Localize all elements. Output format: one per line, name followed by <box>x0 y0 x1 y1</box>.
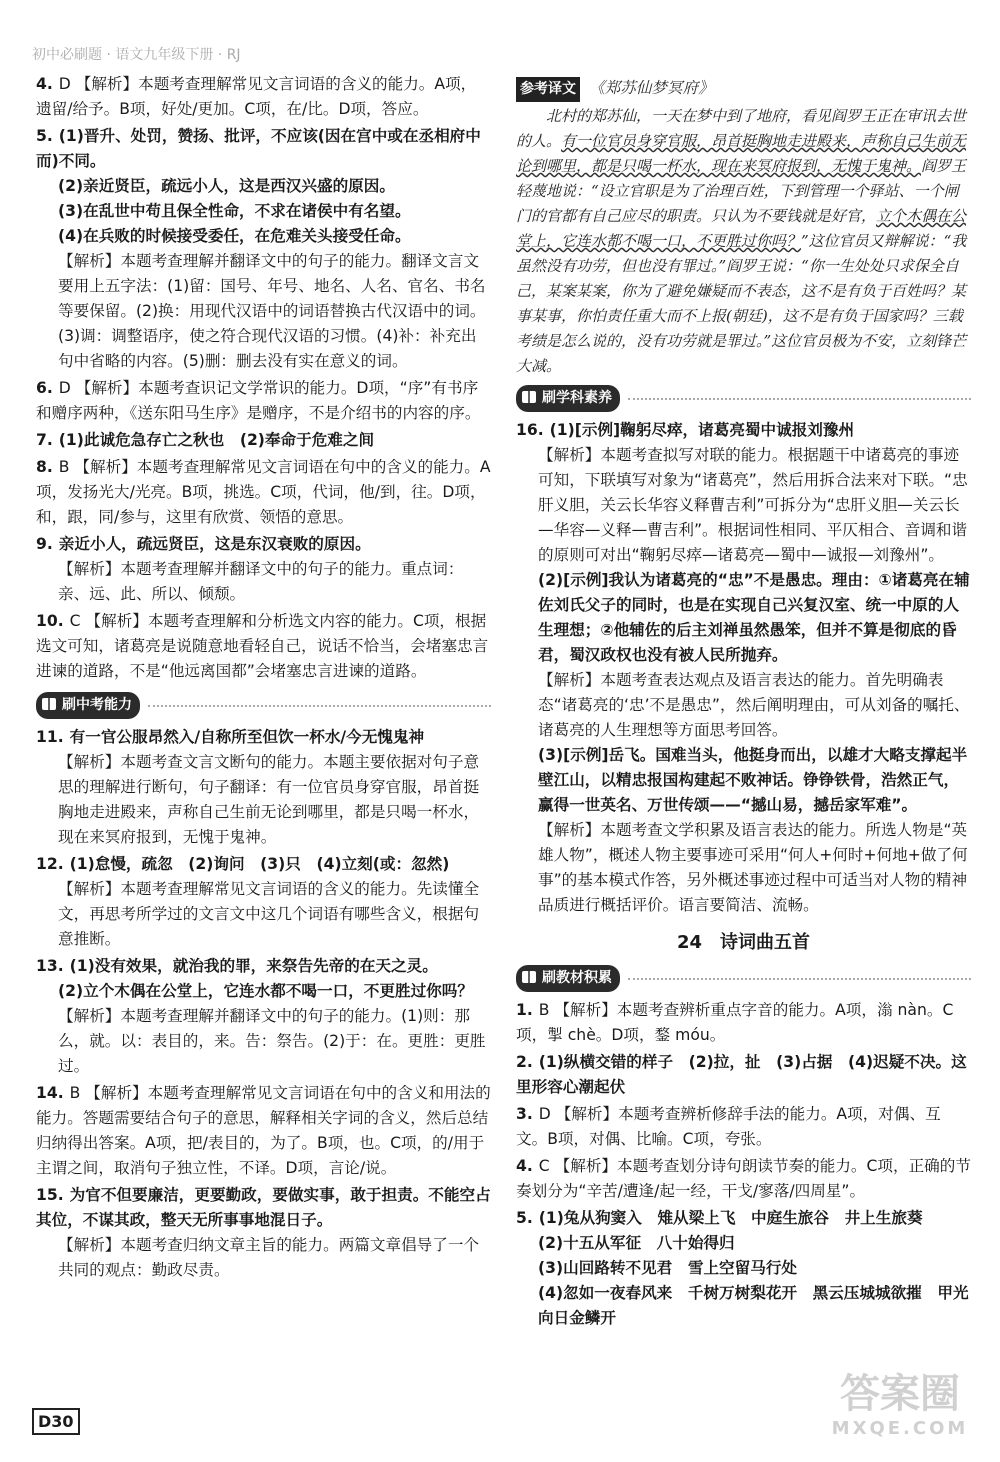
item-number: 9. <box>36 535 53 553</box>
right-answer-list <box>516 418 971 918</box>
section-title: 24 诗词曲五首 <box>676 932 811 953</box>
answer-item <box>36 1183 491 1283</box>
line-text: (1)兔从狗窦入 雉从梁上飞 中庭生旅谷 井上生旅葵 <box>538 1209 923 1227</box>
badge-label: 刷学科素养 <box>542 390 612 406</box>
line-text: (1)怠慢，疏忽 (2)询问 (3)只 (4)立刻(或：忽然) <box>69 855 450 873</box>
watermark-main: 答案圈 <box>840 1371 960 1417</box>
item-number: 16. <box>516 421 544 439</box>
item-number: 5. <box>516 1209 533 1227</box>
line-text: (2)十五从军征 八十始得归 <box>538 1234 735 1252</box>
line-text: (3)在乱世中苟且保全性命，不求在诸侯中有名望。 <box>58 202 411 220</box>
translation-text <box>516 104 971 379</box>
line-text: 【解析】本题考查表达观点及语言表达的能力。首先明确表态“诸葛亮的‘忠’不是愚忠”，然后阐明理由，可从刘备的嘱托、诸葛亮的人生理想等方面思考回答。 <box>538 671 970 739</box>
reference-tag: 参考译文 <box>516 77 580 102</box>
line-text: (3)[示例]岳飞。国难当头，他挺身而出，以雄才大略支撑起半壁江山，以精忠报国构建起不败神话。铮铮铁骨，浩然正气，赢得一世英名、万世传颂——“撼山易，撼岳家军难”。 <box>538 746 968 814</box>
answer-item <box>516 1206 971 1331</box>
item-number: 7. <box>36 431 53 449</box>
line-text: C 【解析】本题考查划分诗句朗读节奏的能力。C项，正确的节奏划分为“辛苦/遭逢/起一经，干戈/寥落/四周星”。 <box>516 1157 971 1200</box>
line-text: B 【解析】本题考查理解常见文言词语在句中的含义和用法的能力。答题需要结合句子的意思，解释相关字词的含义，然后总结归纳得出答案。A项，把/表目的，为了。B项，也。C项，的/用于主谓之间，取消句子独立性，不译。D项，言论/说。 <box>36 1084 491 1177</box>
explanation-line <box>36 1004 491 1079</box>
explanation-line <box>516 998 971 1048</box>
line-text: (2)[示例]我认为诸葛亮的“忠”不是愚忠。理由：①诸葛亮在辅佐刘氏父子的同时，也是在实现自己兴复汉室、统一中原的人生理想；②他辅佐的后主刘禅虽然愚笨，但并不算是彻底的昏君，蜀汉政权也没有被人民所抛弃。 <box>538 571 970 664</box>
divider <box>628 978 971 980</box>
explanation-line <box>36 455 491 530</box>
explanation-line <box>516 1102 971 1152</box>
answer-item <box>516 998 971 1048</box>
answer-line <box>516 1256 971 1281</box>
line-text: 【解析】本题考查理解常见文言词语的含义的能力。先读懂全文，再思考所学过的文言文中这几个词语有哪些含义，根据句意推断。 <box>58 880 480 948</box>
answer-line <box>36 725 491 750</box>
page-number: D30 <box>32 1408 80 1435</box>
explanation-line <box>516 1154 971 1204</box>
badge-textbook <box>516 965 620 992</box>
item-number: 12. <box>36 855 64 873</box>
answer-item <box>516 1050 971 1100</box>
answer-item <box>36 1081 491 1181</box>
line-text: (1)[示例]鞠躬尽瘁，诸葛亮蜀中诚报刘豫州 <box>549 421 855 439</box>
line-text: (1)晋升、处罚，赞扬、批评，不应该(因在宫中或在丞相府中而)不同。 <box>36 127 481 170</box>
answer-item <box>36 954 491 1079</box>
badge-label: 刷教材积累 <box>542 970 612 986</box>
badge-exam-ability <box>36 692 140 719</box>
answer-item <box>516 418 971 918</box>
line-text: (2)亲近贤臣，疏远小人，这是西汉兴盛的原因。 <box>58 177 395 195</box>
line-text: D 【解析】本题考查理解常见文言词语的含义的能力。A项，遗留/给予。B项，好处/更加。C项，在/比。D项，答应。 <box>36 75 477 118</box>
answer-item <box>36 72 491 122</box>
book-icon <box>520 968 538 986</box>
item-number: 8. <box>36 458 53 476</box>
line-text: 【解析】本题考查文学积累及语言表达的能力。所选人物是“英雄人物”，概述人物主要事迹可采用“何人+何时+何地+做了何事”的基本模式作答，另外概述事迹过程中可适当对人物的精神品质进行概括评价。语言要简洁、流畅。 <box>538 821 968 914</box>
left-column <box>36 72 491 1285</box>
line-text: 【解析】本题考查归纳文章主旨的能力。两篇文章倡导了一个共同的观点：勤政尽责。 <box>58 1236 480 1279</box>
answer-item <box>36 725 491 850</box>
item-number: 1. <box>516 1001 533 1019</box>
line-text: D 【解析】本题考查辨析修辞手法的能力。A项，对偶、互文。B项，对偶、比喻。C项，夸张。 <box>516 1105 941 1148</box>
answer-line <box>516 1281 971 1331</box>
item-number: 4. <box>36 75 53 93</box>
explanation-line <box>36 249 491 374</box>
explanation-line <box>516 443 971 568</box>
item-number: 4. <box>516 1157 533 1175</box>
explanation-line <box>36 72 491 122</box>
answer-line <box>516 568 971 668</box>
translation-segment: 北村的郑苏仙，一天在梦中到了地府，看见阎罗王正在审讯去世的人。 <box>516 107 967 150</box>
answer-item <box>36 428 491 453</box>
answer-item <box>36 124 491 374</box>
answer-line <box>516 418 971 443</box>
answer-line <box>516 1206 971 1231</box>
explanation-line <box>36 750 491 850</box>
watermark-sub: MXQE.COM <box>831 1418 969 1439</box>
reference-title: 《郑苏仙梦冥府》 <box>588 79 714 97</box>
explanation-line <box>36 1081 491 1181</box>
answer-line <box>36 954 491 979</box>
line-text: (3)山回路转不见君 雪上空留马行处 <box>538 1259 798 1277</box>
answer-line <box>36 1183 491 1233</box>
left-answer-list-2 <box>36 725 491 1283</box>
answer-item <box>36 376 491 426</box>
answer-line <box>36 979 491 1004</box>
item-number: 6. <box>36 379 53 397</box>
item-number: 13. <box>36 957 64 975</box>
underlined-segment: 有一位官员身穿官服，昂首挺胸地走进殿来，声称自己生前无论到哪里，都是只喝一杯水，现在来冥府报到，无愧于鬼神。 <box>516 132 967 175</box>
right-column <box>516 76 971 1333</box>
line-text: 有一官公服昂然入/自称所至但饮一杯水/今无愧鬼神 <box>69 728 425 746</box>
reference-translation <box>516 76 971 379</box>
underlined-segment: 立个木偶在公堂上，它连水都不喝一口，不更胜过你吗？ <box>516 207 967 250</box>
watermark-logo <box>812 1370 988 1454</box>
badge-label: 刷中考能力 <box>62 697 132 713</box>
answer-line <box>36 852 491 877</box>
item-number: 15. <box>36 1186 64 1204</box>
divider <box>628 398 971 400</box>
explanation-line <box>36 376 491 426</box>
line-text: 【解析】本题考查理解并翻译文中的句子的能力。重点词：亲、远、此、所以、倾颓。 <box>58 560 464 603</box>
line-text: 【解析】本题考查拟写对联的能力。根据题干中诸葛亮的事迹可知，下联填写对象为“诸葛亮”，然后用拆合法来对下联。“忠肝义胆，关云长华容义释曹吉利”可拆分为“忠肝义胆—关云长—华容—义释—曹吉利”。根据词性相同、平仄相合、音调和谐的原则可对出“鞠躬尽瘁—诸葛亮—蜀中—诚报—刘豫州”。 <box>538 446 968 564</box>
answer-line <box>36 199 491 224</box>
line-text: (2)立个木偶在公堂上，它连水都不喝一口，不更胜过你吗？ <box>58 982 473 1000</box>
right-answer-list-2 <box>516 998 971 1331</box>
line-text: B 【解析】本题考查理解常见文言词语在句中的含义的能力。A项，发扬光大/光亮。B项，挑选。C项，代词，他/到，往。D项，和，跟，同/参与，这里有欣赏、领悟的意思。 <box>36 458 491 526</box>
answer-item <box>36 852 491 952</box>
line-text: 【解析】本题考查理解并翻译文中的句子的能力。(1)则：那么，就。以：表目的，来。告：祭告。(2)于：在。更胜：更胜过。 <box>58 1007 486 1075</box>
line-text: 【解析】本题考查文言文断句的能力。本题主要依据对句子意思的理解进行断句，句子翻译：有一位官员身穿官服，昂首挺胸地走进殿来，声称自己生前无论到哪里，都是只喝一杯水，现在来冥府报到，无愧于鬼神。 <box>58 753 480 846</box>
answer-line <box>36 124 491 174</box>
line-text: C 【解析】本题考查理解和分析选文内容的能力。C项，根据选文可知，诸葛亮是说随意地看轻自己，说话不恰当，会堵塞忠言进谏的道路，不是“他远离国都”会堵塞忠言进谏的道路。 <box>36 612 489 680</box>
answer-item <box>36 532 491 607</box>
item-number: 3. <box>516 1105 533 1123</box>
answer-line <box>516 743 971 818</box>
item-number: 5. <box>36 127 53 145</box>
item-number: 2. <box>516 1053 533 1071</box>
line-text: 【解析】本题考查理解并翻译文中的句子的能力。翻译文言文要用上五字法：(1)留：国号、年号、地名、人名、官名、书名等要保留。(2)换：用现代汉语中的词语替换古代汉语中的词。(3)调：调整语序，使之符合现代汉语的习惯。(4)补：补充出句中省略的内容。(5)删：删去没有实在意义的词。 <box>58 252 486 370</box>
left-answer-list <box>36 72 491 684</box>
item-number: 10. <box>36 612 64 630</box>
answer-item <box>516 1102 971 1152</box>
item-number: 14. <box>36 1084 64 1102</box>
line-text: (1)纵横交错的样子 (2)拉，扯 (3)占据 (4)迟疑不决。这里形容心潮起伏 <box>516 1053 967 1096</box>
explanation-line <box>516 818 971 918</box>
explanation-line <box>36 609 491 684</box>
answer-line <box>36 428 491 453</box>
line-text: (1)此诚危急存亡之秋也 (2)奉命于危难之间 <box>58 431 375 449</box>
answer-line <box>516 1231 971 1256</box>
answer-line <box>516 1050 971 1100</box>
section-badge-row <box>516 379 971 418</box>
line-text: 亲近小人，疏远贤臣，这是东汉衰败的原因。 <box>58 535 371 553</box>
answer-item <box>36 455 491 530</box>
line-text: 为官不但要廉洁，更要勤政，要做实事，敢于担责。不能空占其位，不谋其政，整天无所事事地混日子。 <box>36 1186 491 1229</box>
explanation-line <box>36 877 491 952</box>
line-text: (1)没有效果，就治我的罪，来祭告先帝的在天之灵。 <box>69 957 438 975</box>
line-text: (4)在兵败的时候接受委任，在危难关头接受任命。 <box>58 227 411 245</box>
badge-subject-literacy <box>516 385 620 412</box>
divider <box>148 705 491 707</box>
item-number: 11. <box>36 728 64 746</box>
line-text: D 【解析】本题考查识记文学常识的能力。D项，“序”有书序和赠序两种，《送东阳马生序》是赠序，不是介绍书的内容的序。 <box>36 379 481 422</box>
line-text: (4)忽如一夜春风来 千树万树梨花开 黑云压城城欲摧 甲光向日金鳞开 <box>538 1284 969 1327</box>
section-badge-row <box>516 959 971 998</box>
explanation-line <box>36 557 491 607</box>
book-icon <box>40 695 58 713</box>
answer-line <box>36 174 491 199</box>
explanation-line <box>516 668 971 743</box>
explanation-line <box>36 1233 491 1283</box>
answer-line <box>36 224 491 249</box>
book-icon <box>520 388 538 406</box>
section-badge-row <box>36 686 491 725</box>
answer-line <box>36 532 491 557</box>
running-header: 初中必刷题 · 语文九年级下册 · RJ <box>32 47 241 63</box>
translation-segment: 阎罗王轻蔑地说：“设立官职是为了治理百姓，下到管理一个驿站、一个闸门的官都有自己应尽的职责。只认为不要钱就是好官， <box>516 157 967 225</box>
translation-segment: ”这位官员又辩解说：“我虽然没有功劳，但也没有罪过。”阎罗王说：“你一生处处只求保全自己，某案某案，你为了避免嫌疑而不表态，这不是有负于百姓吗？某事某事，你怕责任重大而不上报(朝廷)，这不是有负于国家吗？三载考绩是怎么说的，没有功劳就是罪过。”这位官员极为不安，立刻锋芒大减。 <box>516 232 967 375</box>
answer-item <box>516 1154 971 1204</box>
line-text: B 【解析】本题考查辨析重点字音的能力。A项，滃 nàn。C项，掣 chè。D项，鍪 móu。 <box>516 1001 954 1044</box>
answer-item <box>36 609 491 684</box>
